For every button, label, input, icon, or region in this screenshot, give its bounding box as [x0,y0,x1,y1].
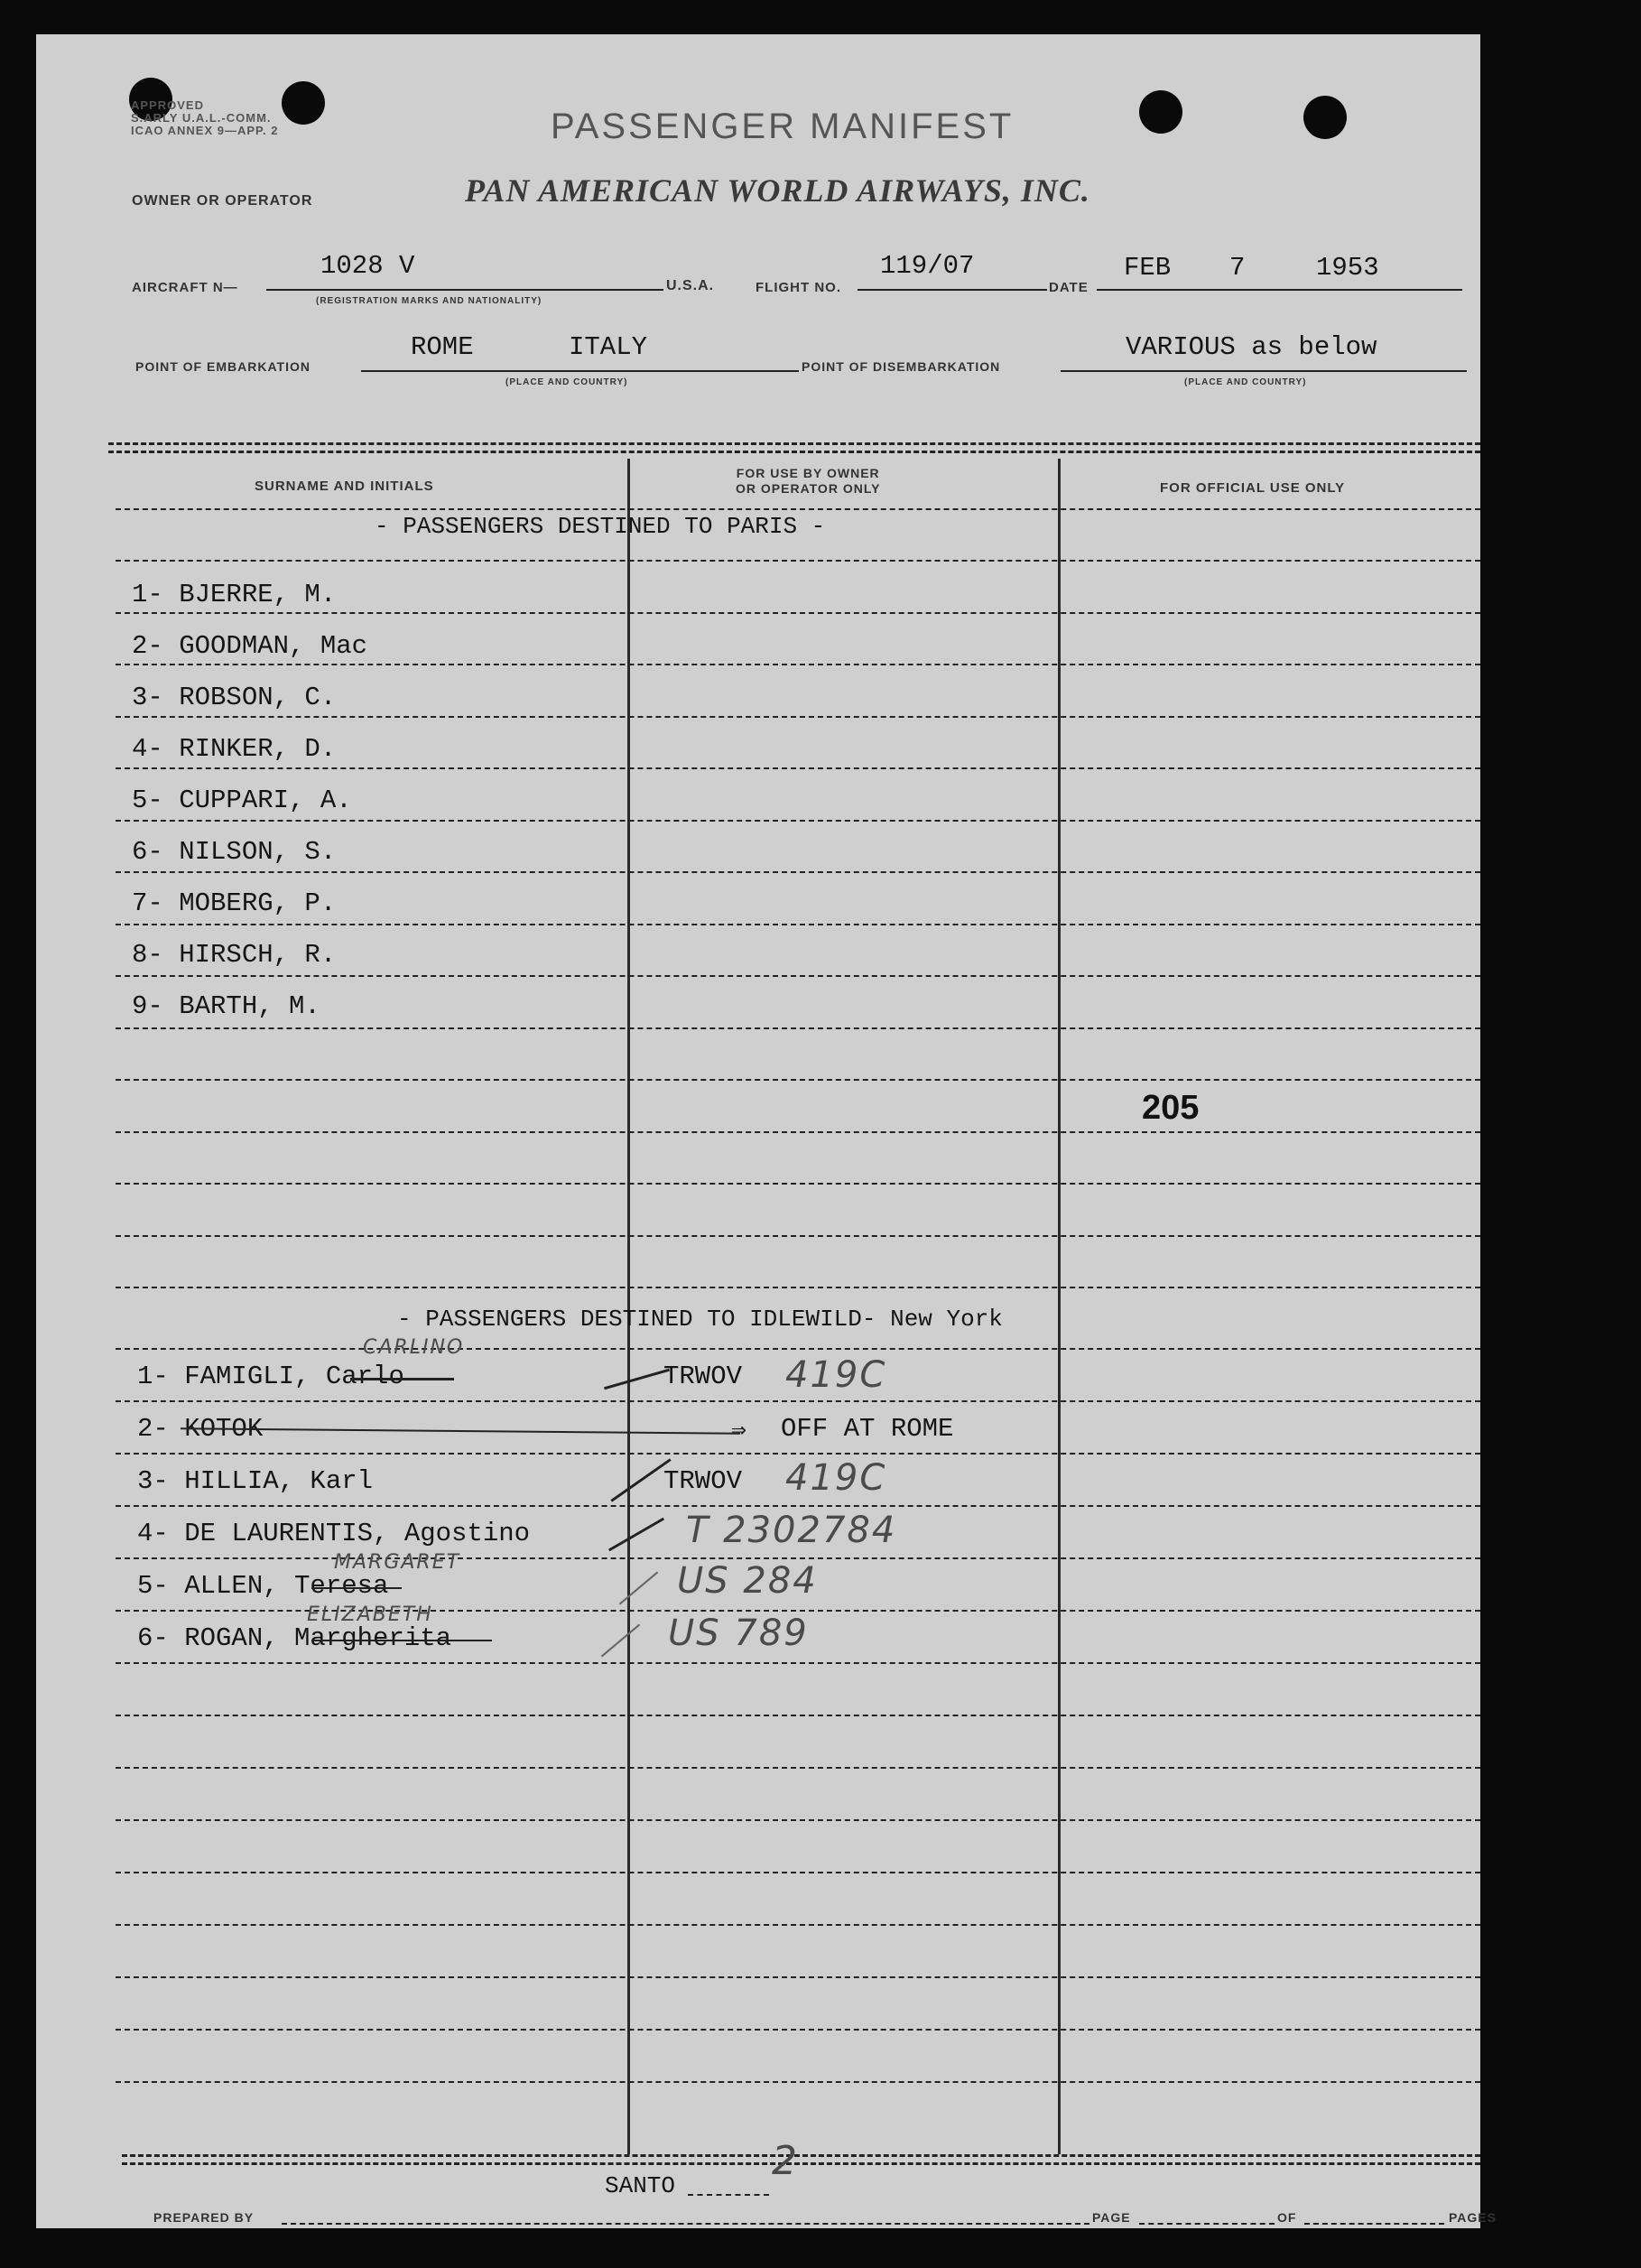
date-month: FEB [1124,253,1172,283]
pages-label: PAGES [1449,2210,1497,2225]
approval-line: APPROVED [131,98,204,112]
approval-line: ICAO ANNEX 9—APP. 2 [131,124,279,137]
handwritten-ticket: T 2302784 [686,1510,897,1551]
passenger-row: 1- BJERRE, M. [132,580,337,609]
page-label: PAGE [1092,2210,1131,2225]
table-rule [116,767,1480,769]
handwritten-correction: ELIZABETH [307,1603,433,1626]
table-rule [116,1924,1480,1926]
table-rule [116,560,1480,562]
passenger-row: 9- BARTH, M. [132,991,320,1021]
table-rule [116,1662,1480,1664]
table-rule [116,820,1480,822]
table-rule [116,508,1480,510]
ny-typed-note: TRWOV [663,1466,743,1496]
place-caption: (PLACE AND COUNTRY) [505,377,628,387]
ny-typed-note: OFF AT ROME [781,1414,954,1444]
paris-heading: - PASSENGERS DESTINED TO PARIS - [375,513,826,540]
prepared-label: PREPARED BY [153,2210,255,2225]
table-top-rule [108,442,1480,453]
embark-city: ROME [411,332,474,362]
santo-label: SANTO [605,2172,676,2199]
aircraft-value: 1028 V [320,251,415,281]
table-rule [116,1976,1480,1978]
passenger-row: 5- CUPPARI, A. [132,785,352,815]
embark-country: ITALY [569,332,648,362]
table-rule [116,1505,1480,1507]
aircraft-label: AIRCRAFT N— [132,280,238,295]
table-rule [116,1557,1480,1559]
table-rule [116,664,1480,665]
col-owner-use-line: FOR USE BY OWNER [736,466,880,480]
ny-passenger-row: 5- ALLEN, Teresa [137,1571,389,1601]
usa-label: U.S.A. [666,278,715,293]
handwritten-ticket: 419C [785,1354,887,1396]
table-rule [116,1183,1480,1185]
handwritten-ticket: 419C [785,1457,887,1499]
col-owner-use [736,466,880,497]
passenger-row: 3- ROBSON, C. [132,683,337,712]
table-rule [116,871,1480,873]
ny-passenger-row: 2- KOTOK [137,1414,264,1444]
table-rule [116,1027,1480,1029]
table-rule [116,975,1480,977]
punch-hole [1139,90,1182,134]
table-rule [116,1819,1480,1821]
date-label: DATE [1049,280,1089,295]
document-title: PASSENGER MANIFEST [551,107,1015,146]
ny-passenger-row: 1- FAMIGLI, Carlo [137,1362,404,1391]
table-rule [116,1079,1480,1081]
disembark-value: VARIOUS as below [1126,332,1377,362]
handwritten-correction: MARGARET [334,1551,461,1574]
table-rule [116,1235,1480,1237]
official-number: 205 [1142,1089,1200,1127]
flight-label: FLIGHT NO. [756,280,841,295]
owner-label: OWNER OR OPERATOR [132,193,313,209]
handwritten-ticket: US 789 [668,1613,809,1654]
ny-passenger-row: 4- DE LAURENTIS, Agostino [137,1519,531,1548]
passenger-row: 8- HIRSCH, R. [132,940,337,970]
table-rule [116,2029,1480,2031]
registration-caption: (REGISTRATION MARKS AND NATIONALITY) [316,296,542,306]
flight-value: 119/07 [880,251,975,281]
punch-hole [1303,96,1347,139]
table-bottom-rule [122,2154,1480,2165]
passenger-row: 4- RINKER, D. [132,734,337,764]
embark-label: POINT OF EMBARKATION [135,359,311,374]
table-rule [116,924,1480,925]
handwritten-ticket: US 284 [677,1560,818,1602]
table-rule [116,612,1480,614]
passenger-row: 7- MOBERG, P. [132,888,337,918]
table-rule [116,1453,1480,1455]
operator-name: PAN AMERICAN WORLD AIRWAYS, INC. [465,172,1090,209]
ny-typed-note: TRWOV [663,1362,743,1391]
col-surname: SURNAME AND INITIALS [255,479,434,494]
arrow-icon: ⇒ [731,1418,746,1445]
place-caption: (PLACE AND COUNTRY) [1184,377,1307,387]
punch-hole [282,81,325,125]
table-rule [116,1715,1480,1716]
date-day: 7 [1229,253,1246,283]
ny-heading: - PASSENGERS DESTINED TO IDLEWILD- New York [397,1306,1003,1333]
table-rule [116,1767,1480,1769]
passenger-row: 2- GOODMAN, Mac [132,631,368,661]
disembark-label: POINT OF DISEMBARKATION [802,359,1001,374]
table-rule [116,1287,1480,1288]
col-official: FOR OFFICIAL USE ONLY [1160,480,1346,496]
date-year: 1953 [1316,253,1379,283]
passenger-row: 6- NILSON, S. [132,837,337,867]
table-rule [116,716,1480,718]
approval-line: S.ARLY U.A.L.-COMM. [131,111,272,125]
table-rule [116,1400,1480,1402]
table-rule [116,2081,1480,2083]
manifest-sheet [36,34,1497,2228]
ny-passenger-row: 3- HILLIA, Karl [137,1466,374,1496]
handwritten-correction: CARLINO [363,1336,465,1359]
handwritten-santo: 2 [772,2138,799,2184]
table-rule [116,1131,1480,1133]
ny-passenger-row: 6- ROGAN, Margherita [137,1623,452,1653]
table-rule [116,1872,1480,1873]
col-owner-use-line: OR OPERATOR ONLY [736,481,881,496]
of-label: OF [1277,2210,1297,2225]
approval-stamp [131,99,279,137]
table-rule [116,1348,1480,1350]
